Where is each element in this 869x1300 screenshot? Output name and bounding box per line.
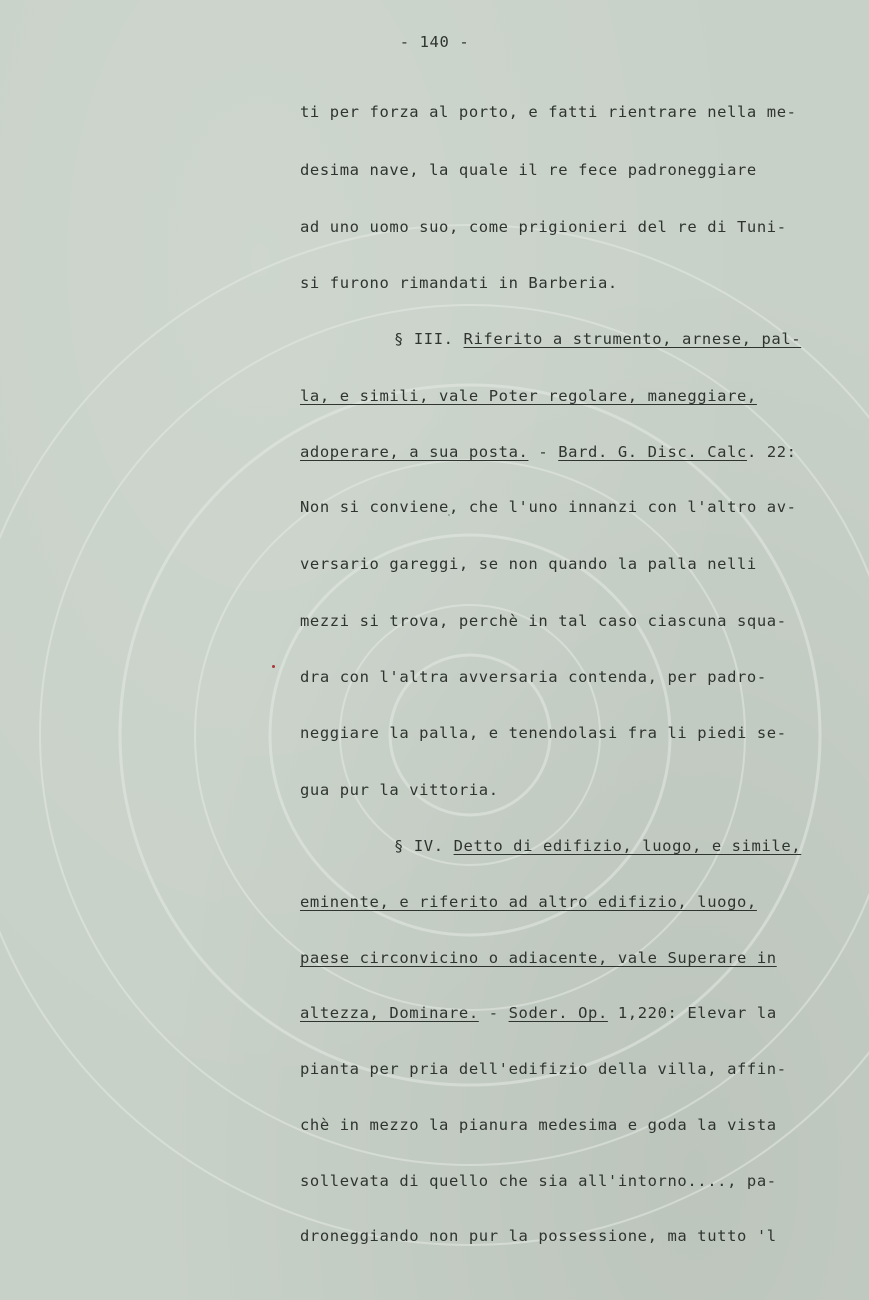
text-line: ti per forza al porto, e fatti rientrare nella me- (300, 103, 797, 121)
section-marker: § IV. (394, 837, 454, 855)
text-line (300, 1003, 777, 1023)
quote-text: , che l'uno innanzi con l'altro av- (448, 498, 797, 516)
definition-text: Riferito a strumento, arnese, pal- (463, 330, 802, 348)
text-line: pianta per pria dell'edifizio della villa, affin- (300, 1060, 787, 1078)
quote-text: Non si conviene (300, 498, 449, 516)
text-line: si furono rimandati in Barberia. (300, 274, 618, 292)
ink-speck (272, 665, 275, 668)
citation: Soder. Op. (508, 1004, 608, 1022)
citation-ref: 1,220: Elevar la (607, 1004, 777, 1022)
dash: - (528, 443, 559, 461)
text-line: sollevata di quello che sia all'intorno...., pa- (300, 1172, 777, 1190)
text-line: mezzi si trova, perchè in tal caso ciascuna squa- (300, 612, 787, 630)
text-line (300, 497, 797, 517)
text-line: neggiare la palla, e tenendolasi fra li piedi se- (300, 724, 787, 742)
definition-text: Detto di edifizio, luogo, e simile, (453, 837, 802, 855)
page-number: - 140 - (399, 33, 470, 51)
citation: Bard. G. Disc. Calc (558, 443, 747, 461)
text-line: versario gareggi, se non quando la palla nelli (300, 555, 757, 573)
text-line: gua pur la vittoria. (300, 781, 499, 799)
text-line (394, 329, 801, 349)
definition-text: adoperare, a sua posta. (300, 443, 529, 461)
definition-text: altezza, Dominare. (300, 1004, 479, 1022)
text-line: dra con l'altra avversaria contenda, per padro- (300, 668, 767, 686)
text-line: ad uno uomo suo, come prigionieri del re di Tuni- (300, 218, 787, 236)
text-line (394, 836, 801, 856)
definition-text: paese circonvicino o adiacente, vale Superare in (300, 949, 777, 967)
text-line: desima nave, la quale il re fece padroneggiare (300, 161, 757, 179)
text-line (300, 442, 797, 462)
citation-ref: . 22: (746, 443, 797, 461)
section-marker: § III. (394, 330, 464, 348)
dash: - (478, 1004, 509, 1022)
definition-text: eminente, e riferito ad altro edifizio, luogo, (300, 893, 757, 911)
text-line: chè in mezzo la pianura medesima e goda la vista (300, 1116, 777, 1134)
definition-text: la, e simili, vale Poter regolare, maneggiare, (300, 387, 757, 405)
text-line: droneggiando non pur la possessione, ma tutto 'l (300, 1227, 777, 1245)
